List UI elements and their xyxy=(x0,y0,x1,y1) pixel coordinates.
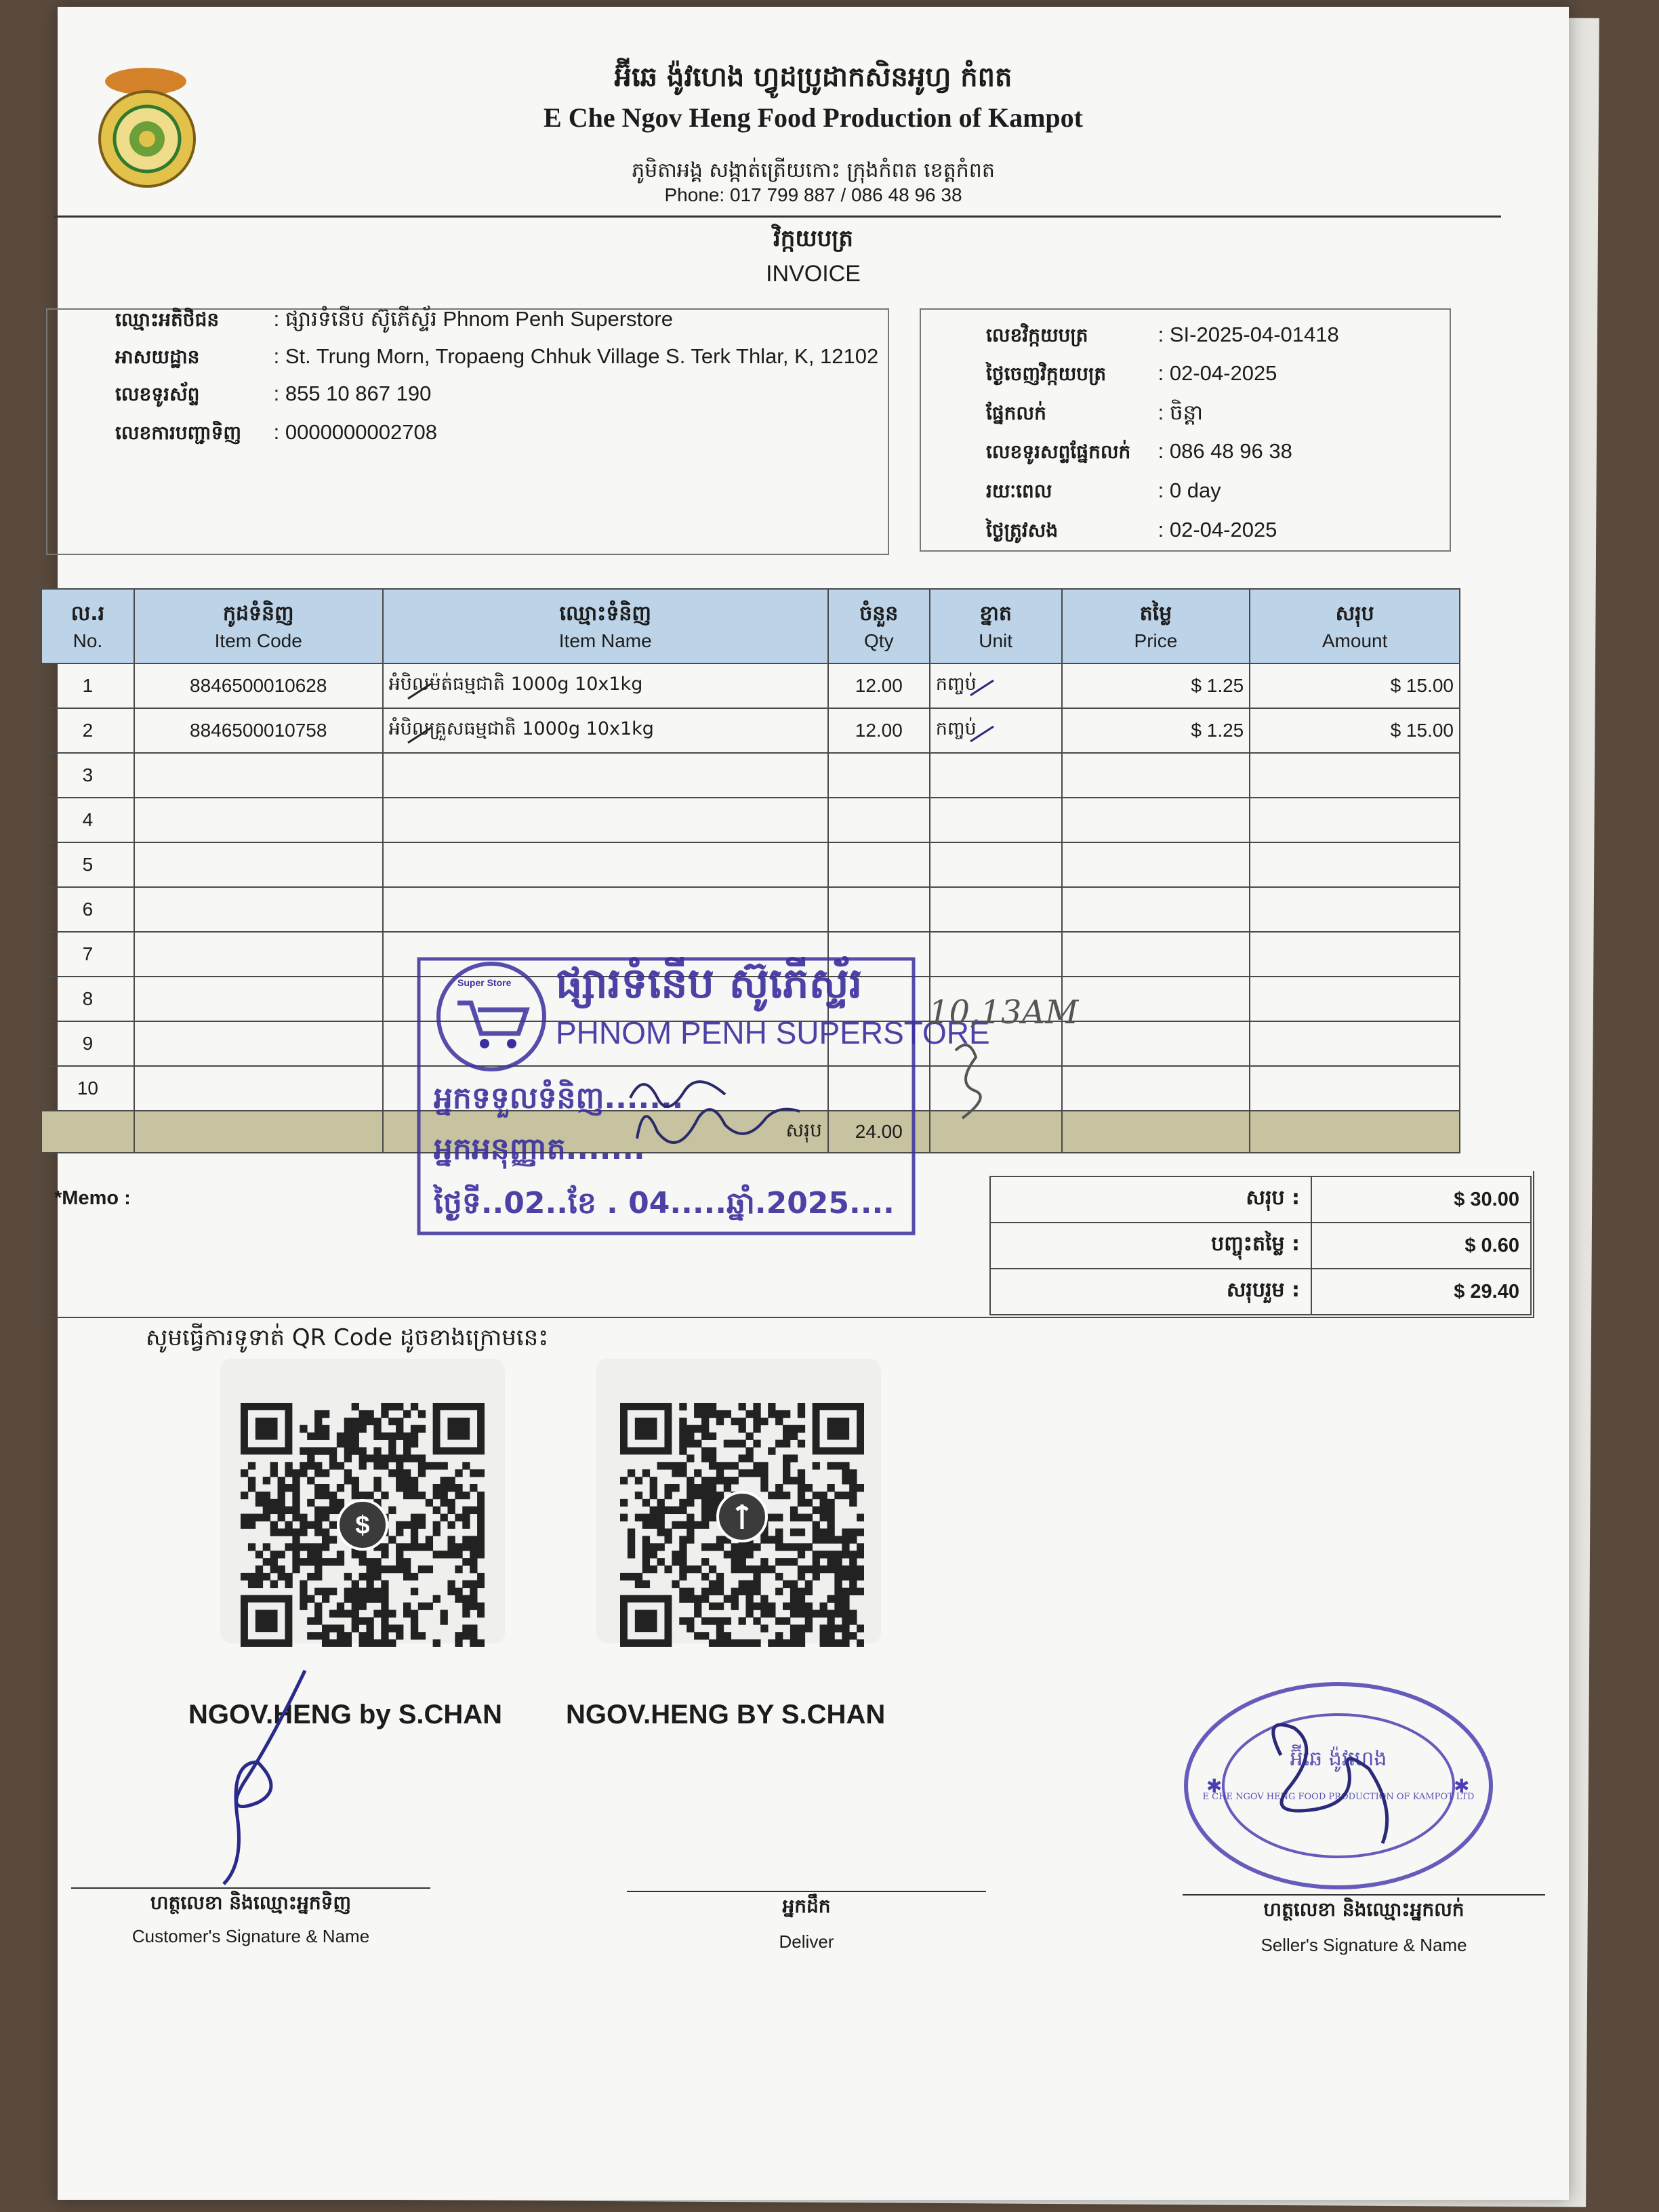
handwritten-initials xyxy=(956,1045,981,1118)
store-receiving-stamp xyxy=(407,935,1084,1247)
sales-person-label: ផ្នែកលក់ xyxy=(986,402,1046,424)
col-header-item-code: កូដទំនិញ Item Code xyxy=(134,589,383,663)
grand-total-label: សរុបរួម : xyxy=(990,1269,1311,1315)
cell-qty xyxy=(828,753,930,798)
check-mark-icon xyxy=(407,681,432,701)
table-row xyxy=(41,663,1460,708)
table-row xyxy=(41,753,1460,798)
cell-code xyxy=(134,753,383,798)
cell-code xyxy=(134,1066,383,1111)
customer-name-value: : ផ្សារទំនើប ស៊ូភើស្ទ័រ Phnom Penh Superstore xyxy=(273,307,673,331)
stamp-receiver-label: អ្នកទទួលទំនិញ....... xyxy=(434,1081,684,1115)
memo-label: *Memo : xyxy=(54,1187,131,1209)
seller-signature xyxy=(1273,1725,1387,1843)
cell-amount xyxy=(1250,932,1460,977)
due-date-label: ថ្ងៃត្រូវសង xyxy=(986,519,1059,541)
total-value: $ 30.00 xyxy=(1311,1176,1531,1223)
customer-name-row xyxy=(115,306,673,337)
cell-amount: $ 15.00 xyxy=(1250,708,1460,753)
cell-price xyxy=(1062,1021,1250,1066)
cell-code xyxy=(134,842,383,887)
stamp-approver-label: អ្នកអនុញ្ញាត....... xyxy=(434,1132,645,1166)
col-header-amount: សរុប Amount xyxy=(1250,589,1460,663)
cell-code: 8846500010758 xyxy=(134,708,383,753)
subtotal-label: សរុប xyxy=(785,1118,822,1141)
cell-unit: កញ្ចប់ xyxy=(930,708,1062,753)
stamp-store-name-kh: ផ្សារទំនើប ស៊ូភើស្ទ័រ xyxy=(556,958,863,1008)
customer-po-row xyxy=(115,420,437,449)
cell-unit xyxy=(930,887,1062,932)
col-header-item-name: ឈ្មោះទំនិញ Item Name xyxy=(383,589,828,663)
cell-price: $ 1.25 xyxy=(1062,663,1250,708)
cell-price xyxy=(1062,842,1250,887)
customer-signature-label-en: Customer's Signature & Name xyxy=(131,1926,370,1946)
cell-price xyxy=(1062,753,1250,798)
due-date-row xyxy=(986,518,1277,546)
subtotal-cell xyxy=(41,1111,134,1153)
cell-name: អំបិលម៉ត់ធម្មជាតិ 1000g 10x1kg xyxy=(383,663,828,708)
cell-name: អំបិលគ្រួសធម្មជាតិ 1000g 10x1kg xyxy=(383,708,828,753)
cell-no: 8 xyxy=(41,977,134,1021)
document-title-en: INVOICE xyxy=(766,261,861,287)
invoice-date-value: : 02-04-2025 xyxy=(1158,361,1277,385)
cell-unit xyxy=(930,798,1062,842)
cell-no: 3 xyxy=(41,753,134,798)
discount-label: បញ្ចុះតម្លៃ : xyxy=(990,1223,1311,1269)
cell-no: 9 xyxy=(41,1021,134,1066)
customer-address-row xyxy=(115,344,878,373)
subtotal-cell xyxy=(134,1111,383,1153)
col-header-qty: ចំនួន Qty xyxy=(828,589,930,663)
company-address: ភូមិតាអង្គ សង្កាត់ត្រើយកោះ ក្រុងកំពត ខេត្តកំពត xyxy=(632,159,995,182)
cell-no: 1 xyxy=(41,663,134,708)
cell-price xyxy=(1062,932,1250,977)
invoice-number-row xyxy=(986,323,1339,351)
svg-text:✱: ✱ xyxy=(1206,1776,1223,1797)
cell-code xyxy=(134,887,383,932)
customer-phone-row xyxy=(115,382,431,410)
stamp-store-name-en: PHNOM PENH SUPERSTORE xyxy=(556,1015,990,1050)
cell-unit xyxy=(930,842,1062,887)
cell-no: 2 xyxy=(41,708,134,753)
check-mark-icon xyxy=(407,725,432,745)
seller-stamp-name-kh: អ៊ីឆេ ង៉ូវហេង xyxy=(1290,1747,1387,1771)
seller-signature-label-kh: ហត្ថលេខា និងឈ្មោះអ្នកលក់ xyxy=(1263,1898,1465,1921)
seller-stamp-name-en: E CHE NGOV HENG FOOD PRODUCTION OF KAMPOT LTD xyxy=(1202,1792,1475,1802)
svg-text:$: $ xyxy=(355,1511,370,1540)
sales-phone-row xyxy=(986,439,1292,468)
cell-name xyxy=(383,753,828,798)
col-header-price: តម្លៃ Price xyxy=(1062,589,1250,663)
customer-phone-value: : 855 10 867 190 xyxy=(273,382,432,405)
cell-code xyxy=(134,977,383,1021)
cell-no: 5 xyxy=(41,842,134,887)
deliver-label-en: Deliver xyxy=(779,1931,834,1952)
subtotal-qty: 24.00 xyxy=(828,1111,930,1153)
cell-qty: 12.00 xyxy=(828,663,930,708)
col-header-no: ល.រ No. xyxy=(41,589,134,663)
seller-signature-label-en: Seller's Signature & Name xyxy=(1261,1935,1467,1955)
cell-price xyxy=(1062,977,1250,1021)
cell-amount xyxy=(1250,842,1460,887)
cell-price: $ 1.25 xyxy=(1062,708,1250,753)
cell-no: 6 xyxy=(41,887,134,932)
table-row xyxy=(41,842,1460,887)
qr-account-name-khr: NGOV.HENG BY S.CHAN xyxy=(566,1700,886,1729)
items-header-row xyxy=(41,589,1460,663)
check-mark-icon xyxy=(969,724,995,744)
grand-total-value: $ 29.40 xyxy=(1311,1269,1531,1315)
stamp-date-label: ថ្ងៃទី..02..ខែ . 04.....ឆ្នាំ.2025.... xyxy=(434,1186,895,1221)
cell-price xyxy=(1062,887,1250,932)
cell-code xyxy=(134,932,383,977)
discount-value: $ 0.60 xyxy=(1311,1223,1531,1269)
invoice-date-label: ថ្ងៃចេញវិក្កយបត្រ xyxy=(986,363,1107,385)
deliver-signature-line xyxy=(627,1891,986,1892)
riel-icon xyxy=(716,1491,768,1542)
cell-amount xyxy=(1250,798,1460,842)
company-name-en: E Che Ngov Heng Food Production of Kampot xyxy=(544,102,1083,133)
cell-name xyxy=(383,887,828,932)
cell-name xyxy=(383,798,828,842)
cell-name xyxy=(383,842,828,887)
cell-amount xyxy=(1250,1066,1460,1111)
cell-code: 8846500010628 xyxy=(134,663,383,708)
cell-amount xyxy=(1250,753,1460,798)
sales-phone-label: លេខទូរសព្ទផ្នែកលក់ xyxy=(986,441,1131,463)
sales-phone-value: : 086 48 96 38 xyxy=(1158,439,1292,463)
customer-po-label: លេខការបញ្ជាទិញ xyxy=(115,422,242,444)
stamp-badge-text: Super Store xyxy=(457,977,512,988)
payment-term-row xyxy=(986,478,1221,507)
customer-phone-label: លេខទូរស័ព្ទ xyxy=(115,383,200,405)
table-row xyxy=(41,887,1460,932)
customer-signature xyxy=(197,1660,319,1891)
invoice-number-label: លេខវិក្កយបត្រ xyxy=(986,324,1088,346)
sales-person-row xyxy=(986,400,1203,430)
cell-qty xyxy=(828,887,930,932)
cell-no: 4 xyxy=(41,798,134,842)
cell-no: 10 xyxy=(41,1066,134,1111)
col-header-unit: ខ្នាត Unit xyxy=(930,589,1062,663)
deliver-label-kh: អ្នកដឹក xyxy=(782,1895,831,1917)
table-row xyxy=(41,798,1460,842)
document-title-kh: វិក្កយបត្រ xyxy=(773,225,854,252)
customer-po-value: : 0000000002708 xyxy=(273,420,437,444)
company-name-kh: អ៊ីឆេ ង៉ូវហេង ហ្វូដប្រូដាកសិនអូហ្វ កំពត xyxy=(614,62,1012,93)
cell-amount xyxy=(1250,977,1460,1021)
cell-amount: $ 15.00 xyxy=(1250,663,1460,708)
due-date-value: : 02-04-2025 xyxy=(1158,518,1277,541)
check-mark-icon xyxy=(969,678,995,698)
invoice-number-value: : SI-2025-04-01418 xyxy=(1158,323,1339,346)
total-label: សរុប : xyxy=(990,1176,1311,1223)
customer-name-label: ឈ្មោះអតិថិជន xyxy=(115,308,220,331)
cell-amount xyxy=(1250,1021,1460,1066)
handwritten-time: 10,13AM xyxy=(928,994,1079,1031)
customer-address-label: អាសយដ្ឋាន xyxy=(115,346,200,368)
header-divider xyxy=(54,216,1501,218)
company-logo xyxy=(71,61,234,197)
svg-text:✱: ✱ xyxy=(1454,1776,1470,1797)
cell-unit: កញ្ចប់ xyxy=(930,663,1062,708)
cell-code xyxy=(134,798,383,842)
cell-price xyxy=(1062,1066,1250,1111)
cell-amount xyxy=(1250,887,1460,932)
qr-account-name-usd: NGOV.HENG by S.CHAN xyxy=(188,1700,503,1729)
sales-person-value: : ចិន្តា xyxy=(1158,401,1204,424)
cell-no: 7 xyxy=(41,932,134,977)
payment-term-value: : 0 day xyxy=(1158,478,1221,502)
table-row xyxy=(41,708,1460,753)
subtotal-cell xyxy=(1062,1111,1250,1153)
customer-address-value: : St. Trung Morn, Tropaeng Chhuk Village S. Terk Thlar, K, 12102 xyxy=(273,344,879,368)
invoice-date-row xyxy=(986,361,1277,390)
dollar-icon xyxy=(337,1499,388,1551)
cell-qty xyxy=(828,798,930,842)
payment-term-label: រយៈពេល xyxy=(986,480,1052,502)
cell-unit xyxy=(930,753,1062,798)
qr-payment-instruction: សូមធ្វើការទូទាត់ QR Code ដូចខាងក្រោមនេះ xyxy=(146,1324,549,1351)
grand-total-row xyxy=(990,1269,1531,1315)
seller-company-stamp xyxy=(1179,1674,1498,1898)
cell-code xyxy=(134,1021,383,1066)
company-phone: Phone: 017 799 887 / 086 48 96 38 xyxy=(664,184,962,205)
cell-qty xyxy=(828,842,930,887)
cell-price xyxy=(1062,798,1250,842)
subtotal-cell xyxy=(1250,1111,1460,1153)
customer-signature-label-kh: ហត្ថលេខា និងឈ្មោះអ្នកទិញ xyxy=(150,1891,352,1914)
cell-qty: 12.00 xyxy=(828,708,930,753)
